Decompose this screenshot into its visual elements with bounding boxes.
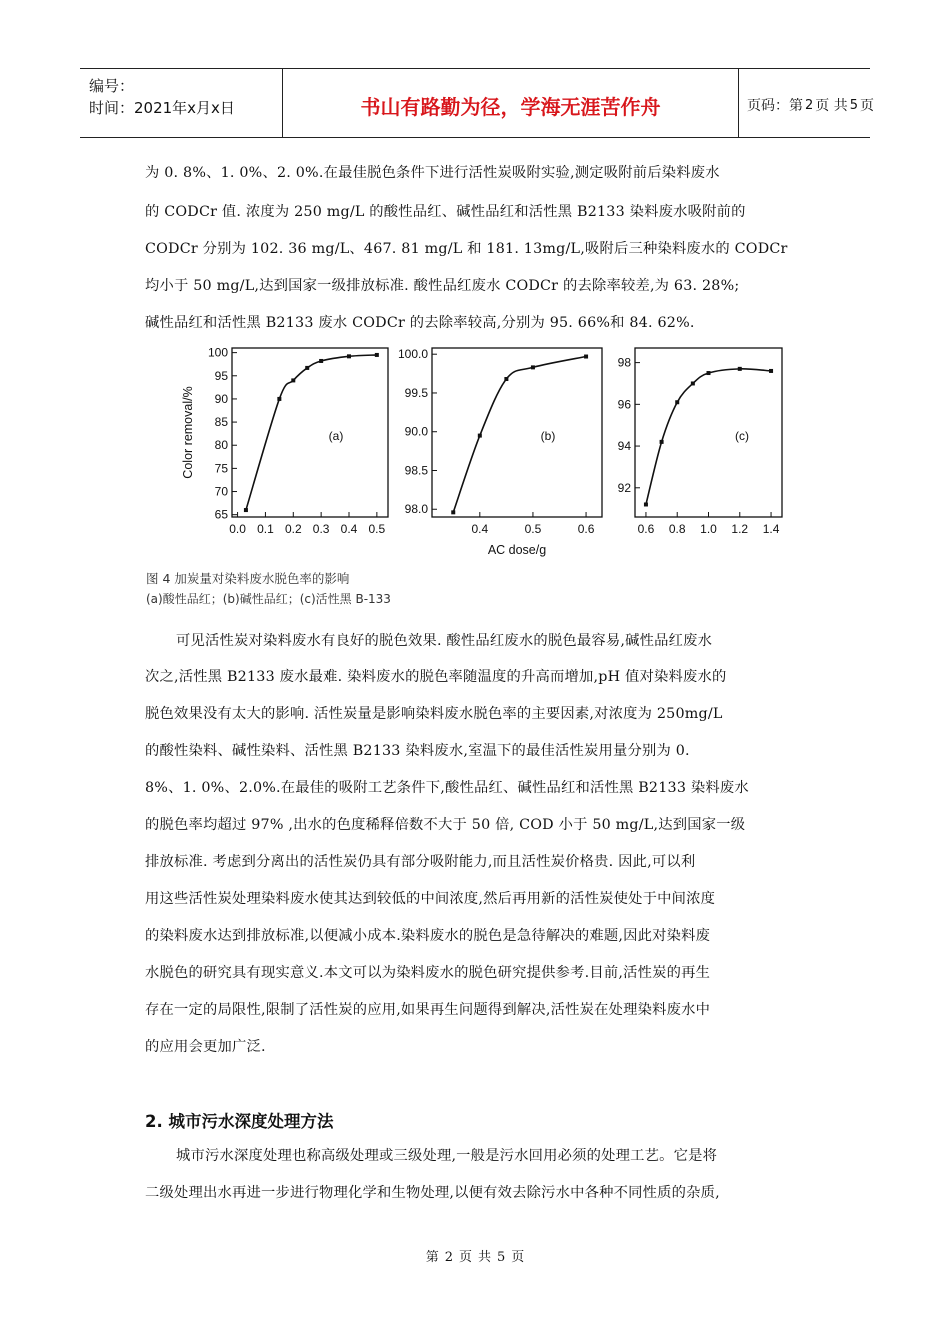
para2-line: 可见活性炭对染料废水有良好的脱色效果. 酸性品红废水的脱色最容易,碱性品红废水 [176,633,713,649]
para2-line: 的染料废水达到排放标准,以便减小成本.染料废水的脱色是急待解决的难题,因此对染料废 [145,928,711,944]
y-tick-label: 90.0 [404,424,428,439]
y-tick-label: 98.5 [404,463,428,478]
para2-line: 排放标准. 考虑到分离出的活性炭仍具有部分吸附能力,而且活性炭价格贵. 因此,可以利 [145,854,696,870]
data-point [305,366,309,370]
time-label: 时间：2021年x月x日 [89,99,235,117]
para2-line: 用这些活性炭处理染料废水使其达到较低的中间浓度,然后再用新的活性炭使处于中间浓度 [145,891,716,907]
panel-label: (b) [540,429,556,443]
footer-page: 2 [444,1250,453,1265]
para2-line: 存在一定的局限性,限制了活性炭的应用,如果再生问题得到解决,活性炭在处理染料废水中 [145,1002,711,1018]
plot-frame [232,348,388,517]
page-header [80,68,875,138]
x-tick-label: 0.4 [471,522,489,536]
para2-line: 水脱色的研究具有现实意义.本文可以为染料废水的脱色研究提供参考.目前,活性炭的再生 [145,965,711,981]
header-motto: 书山有路勤为径，学海无涯苦作舟 [282,69,739,137]
x-tick-label: 1.0 [700,522,717,536]
plot-frame [432,348,602,517]
data-point [504,377,508,381]
data-point [675,400,679,404]
y-tick-label: 92 [617,480,631,495]
y-tick-label: 100.0 [397,347,428,362]
x-tick-label: 0.5 [524,522,542,536]
data-point [375,353,379,357]
data-point [277,397,281,401]
para1-line: 均小于 50 mg/L,达到国家一级排放标准. 酸性品红废水 CODCr 的去除率较差,为 63. 28%; [145,278,740,294]
figure-caption: 图 4 加炭量对染料废水脱色率的影响 [146,571,350,586]
footer-di: 第 [425,1250,439,1265]
x-tick-label: 0.1 [257,522,274,536]
x-tick-label: 0.8 [668,522,686,536]
para1-line: 的 CODCr 值. 浓度为 250 mg/L 的酸性品红、碱性品红和活性黑 B2133 染料废水吸附前的 [145,204,746,220]
panel-label: (a) [328,429,344,443]
y-tick-label: 65 [214,507,228,522]
series-line [246,355,377,510]
y-tick-label: 98 [617,355,631,370]
data-point [531,365,535,369]
footer-ye: 页 [458,1250,472,1265]
page-total: 5 [849,97,859,113]
para2-line: 脱色效果没有太大的影响. 活性炭量是影响染料废水脱色率的主要因素,对浓度为 250mg/L [145,706,723,722]
page-footer [0,1246,950,1265]
data-point [244,508,248,512]
para3-line: 二级处理出水再进一步进行物理化学和生物处理,以便有效去除污水中各种不同性质的杂质, [145,1185,720,1201]
y-axis-label: Color removal/% [181,386,195,479]
data-point [738,367,742,371]
data-point [644,502,648,506]
data-point [319,359,323,363]
y-tick-label: 98.0 [404,502,428,517]
page-mid: 页 共 [815,98,848,114]
series-line [646,369,771,505]
data-point [691,381,695,385]
x-tick-label: 0.5 [368,522,386,536]
y-tick-label: 75 [214,461,228,476]
para1-line: CODCr 分别为 102. 36 mg/L、467. 81 mg/L 和 181. 13mg/L,吸附后三种染料废水的 CODCr [145,241,788,257]
para2-line: 的脱色率均超过 97% ,出水的色度稀释倍数不大于 50 倍, COD 小于 50 mg/L,达到国家一级 [145,817,746,833]
data-point [291,378,295,382]
x-tick-label: 1.4 [762,522,780,536]
x-tick-label: 0.3 [312,522,330,536]
data-point [660,440,664,444]
footer-total: 5 [497,1250,506,1265]
para2-line: 8%、1. 0%、2.0%.在最佳的吸附工艺条件下,酸性品红、碱性品红和活性黑 B2133 染料废水 [145,780,749,796]
x-tick-label: 0.6 [637,522,655,536]
y-tick-label: 70 [214,484,228,499]
y-tick-label: 96 [617,397,631,412]
x-axis-label: AC dose/g [487,543,547,557]
header-page-info [739,69,875,137]
para1-line: 碱性品红和活性黑 B2133 废水 CODCr 的去除率较高,分别为 95. 66%和 84. 62%. [145,315,695,331]
panel-label: (c) [735,429,749,443]
para3-line: 城市污水深度处理也称高级处理或三级处理,一般是污水回用必须的处理工艺。它是将 [176,1148,718,1164]
number-label: 编号： [89,77,135,95]
data-point [769,369,773,373]
y-tick-label: 94 [617,439,631,454]
y-tick-label: 90 [214,391,228,406]
data-point [707,371,711,375]
page-suffix: 页 [860,98,875,114]
data-point [347,354,351,358]
chart-canvas [170,340,810,570]
data-point [451,510,455,514]
data-point [478,434,482,438]
x-tick-label: 0.0 [229,522,246,536]
para1-line: 为 0. 8%、1. 0%、2. 0%.在最佳脱色条件下进行活性炭吸附实验,测定吸附前后染料废水 [145,165,720,181]
y-tick-label: 80 [214,438,228,453]
figure-subcaption: (a)酸性品红；(b)碱性品红；(c)活性黑 B-133 [146,592,391,606]
figure-4-charts [170,340,810,570]
page-number: 2 [805,97,814,113]
y-tick-label: 95 [214,368,228,383]
series-line [453,357,586,513]
para2-line: 的应用会更加广泛. [145,1039,266,1055]
footer-ye2: 页 [511,1250,525,1265]
para2-line: 的酸性染料、碱性染料、活性黑 B2133 染料废水,室温下的最佳活性炭用量分别为 0. [145,743,690,759]
y-tick-label: 85 [214,415,228,430]
page-prefix: 页码：第 [747,98,803,114]
y-tick-label: 99.5 [404,385,428,400]
para2-line: 次之,活性黑 B2133 废水最难. 染料废水的脱色率随温度的升高而增加,pH 值对染料废水的 [145,669,727,685]
footer-gong: 共 [478,1250,492,1265]
x-tick-label: 0.2 [284,522,302,536]
x-tick-label: 0.6 [577,522,595,536]
x-tick-label: 0.4 [340,522,358,536]
section-heading: 2. 城市污水深度处理方法 [145,1112,334,1131]
x-tick-label: 1.2 [731,522,749,536]
header-meta [80,69,282,137]
y-tick-label: 100 [207,345,228,360]
data-point [584,355,588,359]
